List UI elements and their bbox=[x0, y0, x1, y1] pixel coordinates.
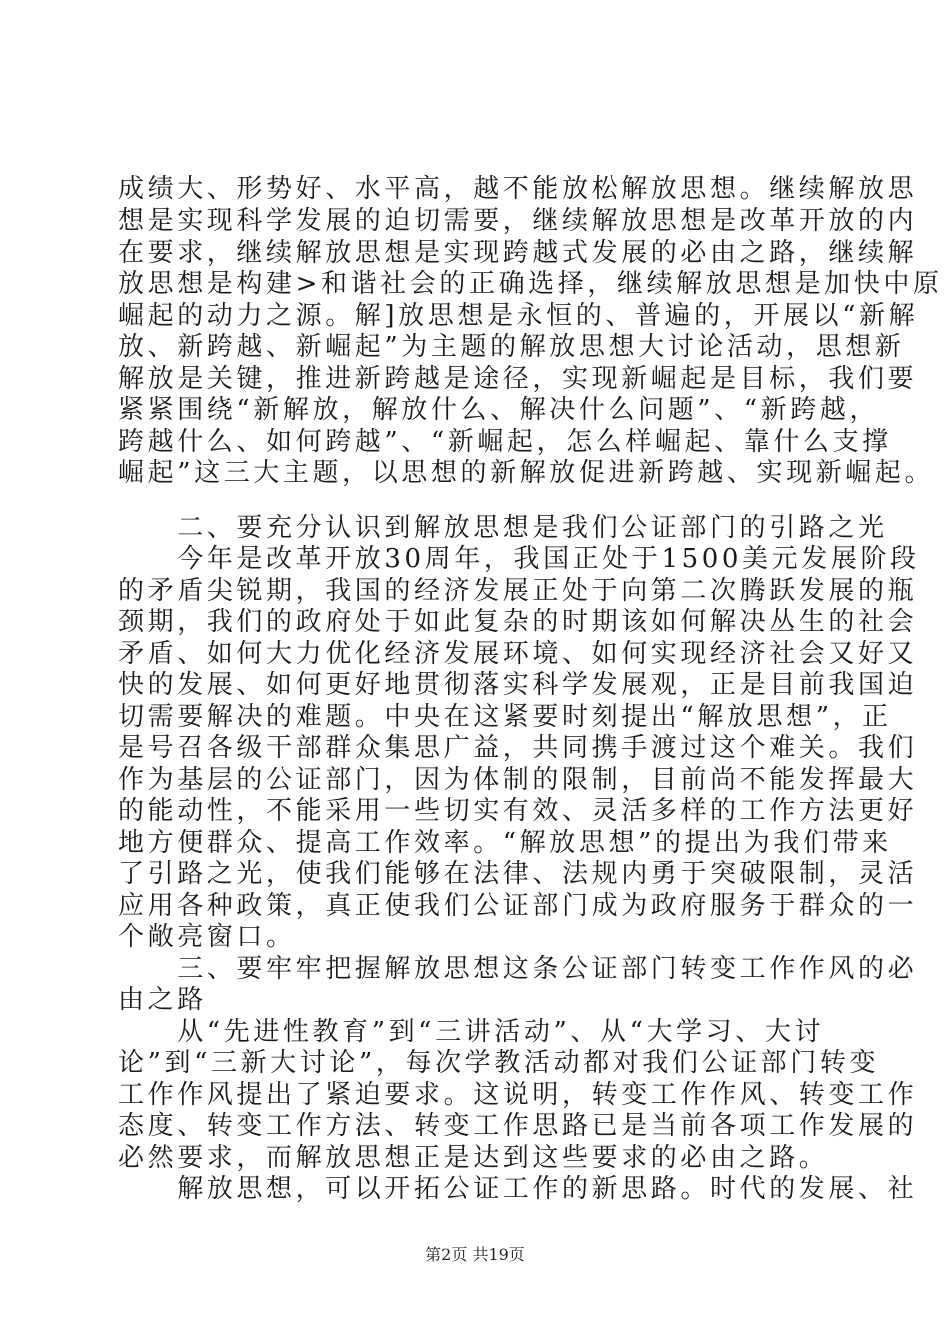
section-heading: 二、要充分认识到解放思想是我们公证部门的引路之光 bbox=[118, 513, 888, 543]
text-line: 今年是改革开放30周年，我国正处于1500美元发展阶段 bbox=[118, 544, 920, 574]
text-line: 矛盾、如何大力优化经济发展环境、如何实现经济社会又好又 bbox=[118, 639, 918, 669]
text-line: 工作作风提出了紧迫要求。这说明，转变工作作风、转变工作 bbox=[118, 1080, 918, 1110]
text-line: 颈期，我们的政府处于如此复杂的时期该如何解决丛生的社会 bbox=[118, 607, 918, 637]
section-heading: 三、要牢牢把握解放思想这条公证部门转变工作作风的必 bbox=[118, 954, 918, 984]
text-line: 紧紧围绕“新解放，解放什么、解决什么问题”、“新跨越， bbox=[118, 395, 880, 425]
text-line: 放、新跨越、新崛起”为主题的解放思想大讨论活动，思想新 bbox=[118, 332, 905, 362]
section-heading: 由之路 bbox=[118, 985, 207, 1015]
text-line: 在要求，继续解放思想是实现跨越式发展的必由之路，继续解 bbox=[118, 238, 918, 268]
text-line: 个敞亮窗口。 bbox=[118, 922, 296, 952]
text-line: 快的发展、如何更好地贯彻落实科学发展观，正是目前我国迫 bbox=[118, 670, 918, 700]
text-line: 想是实现科学发展的迫切需要，继续解放思想是改革开放的内 bbox=[118, 206, 918, 236]
text-line: 成绩大、形势好、水平高，越不能放松解放思想。继续解放思 bbox=[118, 174, 918, 204]
text-line: 必然要求，而解放思想正是达到这些要求的必由之路。 bbox=[118, 1143, 829, 1173]
text-line: 从“先进性教育”到“三讲活动”、从“大学习、大讨 bbox=[118, 1017, 825, 1047]
text-line: 解放思想，可以开拓公证工作的新思路。时代的发展、社 bbox=[118, 1174, 918, 1204]
text-line: 了引路之光，使我们能够在法律、法规内勇于突破限制，灵活 bbox=[118, 859, 918, 889]
text-line: 崛起的动力之源。解]放思想是永恒的、普遍的，开展以“新解 bbox=[118, 301, 919, 331]
text-line: 放思想是构建>和谐社会的正确选择，继续解放思想是加快中原 bbox=[118, 269, 943, 299]
text-line: 地方便群众、提高工作效率。“解放思想”的提出为我们带来 bbox=[118, 828, 892, 858]
text-line: 跨越什么、如何跨越”、“新崛起，怎么样崛起、靠什么支撑 bbox=[118, 427, 892, 457]
page-number: 第2页 共19页 bbox=[425, 1245, 525, 1264]
text-line: 切需要解决的难题。中央在这紧要时刻提出“解放思想”，正 bbox=[118, 702, 892, 732]
text-line: 是号召各级干部群众集思广益，共同携手渡过这个难关。我们 bbox=[118, 733, 918, 763]
text-line: 作为基层的公证部门，因为体制的限制，目前尚不能发挥最大 bbox=[118, 765, 918, 795]
text-line: 解放是关键，推进新跨越是途径，实现新崛起是目标，我们要 bbox=[118, 364, 918, 394]
text-line: 崛起”这三大主题，以思想的新解放促进新跨越、实现新崛起。 bbox=[118, 458, 935, 488]
text-line: 的能动性，不能采用一些切实有效、灵活多样的工作方法更好 bbox=[118, 796, 918, 826]
text-line: 应用各种政策，真正使我们公证部门成为政府服务于群众的一 bbox=[118, 891, 918, 921]
text-line: 的矛盾尖锐期，我国的经济发展正处于向第二次腾跃发展的瓶 bbox=[118, 576, 918, 606]
text-line: 论”到“三新大讨论”，每次学教活动都对我们公证部门转变 bbox=[118, 1048, 880, 1078]
text-line: 态度、转变工作方法、转变工作思路已是当前各项工作发展的 bbox=[118, 1111, 918, 1141]
